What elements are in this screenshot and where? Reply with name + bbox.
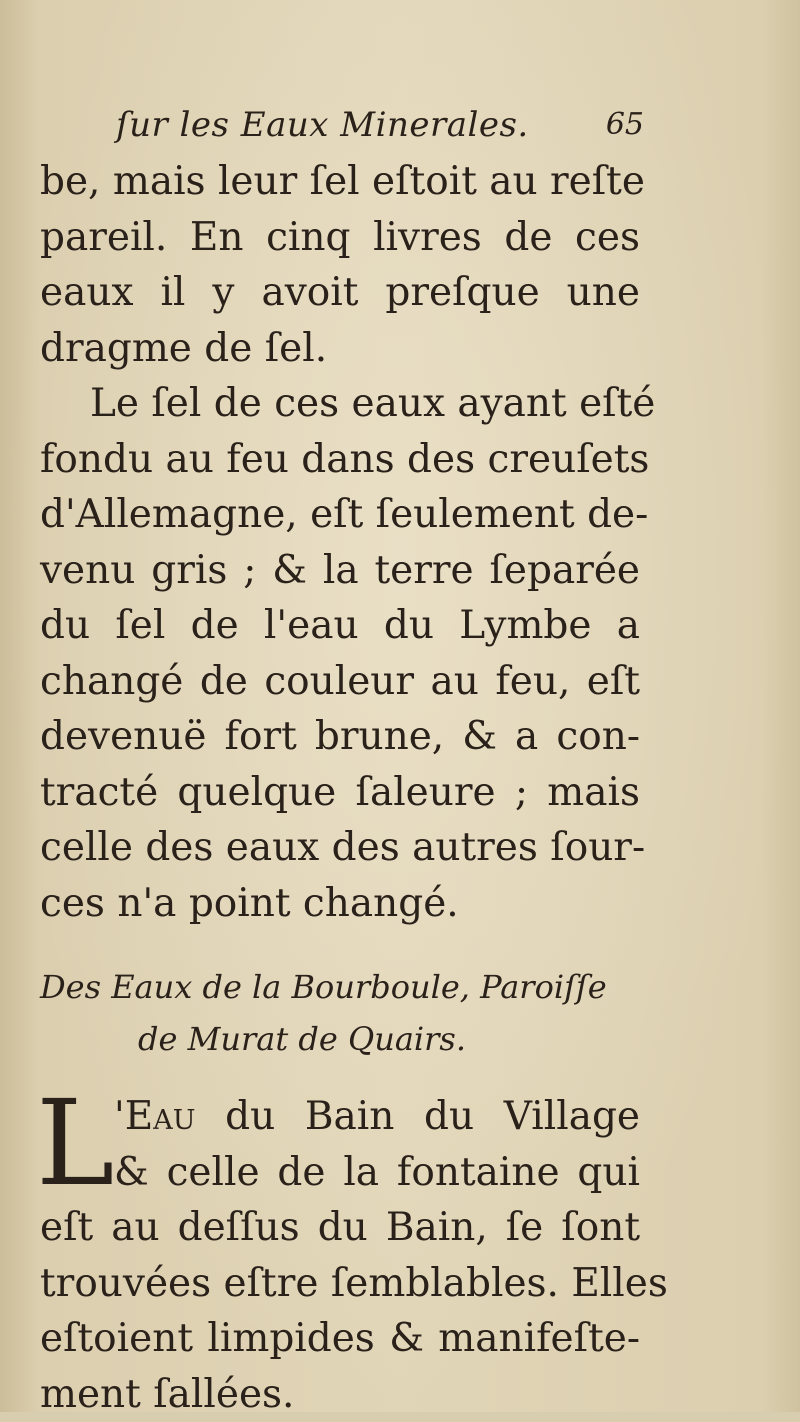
text-line: eſtoient limpides & manifeſte- [40, 1311, 640, 1367]
section-heading-line: Des Eaux de la Bourboule, Paroiſſe [40, 961, 640, 1013]
text-line: trouvées eſtre ſemblables. Elles [40, 1256, 640, 1312]
text-line: Le ſel de ces eaux ayant eſté [40, 376, 640, 432]
text-line: fondu au feu dans des creuſets [40, 432, 640, 488]
text-line: dragme de ſel. [40, 321, 640, 377]
text-fragment: du Bain du Village [225, 1094, 640, 1139]
text-line: ces n'a point changé. [40, 876, 640, 932]
text-line: changé de couleur au feu, eſt [40, 654, 640, 710]
paragraph-bourboule [40, 1089, 640, 1422]
text-line: eaux il y avoit preſque une [40, 265, 640, 321]
page-text [40, 96, 640, 1422]
text-line: & celle de la fontaine qui [40, 1145, 640, 1201]
paragraph-continued [40, 154, 640, 376]
text-line: eſt au deſſus du Bain, ſe ſont [40, 1200, 640, 1256]
section-heading-line: de Murat de Quairs. [40, 1013, 640, 1065]
running-head [40, 96, 640, 154]
text-line: venu gris ; & la terre ſeparée [40, 543, 640, 599]
text-line: ment ſallées. [40, 1367, 640, 1422]
paragraph-salt [40, 376, 640, 931]
running-head-title: ſur les Eaux Minerales. [116, 96, 529, 154]
text-line: du ſel de l'eau du Lymbe a [40, 598, 640, 654]
drop-cap: L [36, 1091, 114, 1199]
section-heading [40, 961, 640, 1065]
text-line: d'Allemagne, eſt ſeulement de- [40, 487, 640, 543]
page-number: 65 [606, 96, 644, 154]
text-line: celle des eaux des autres ſour- [40, 820, 640, 876]
small-caps-word: 'Eau [114, 1094, 195, 1139]
text-line [40, 1089, 640, 1145]
text-line: tracté quelque ſaleure ; mais [40, 765, 640, 821]
text-line: be, mais leur ſel eſtoit au reſte [40, 154, 640, 210]
text-line: devenuë fort brune, & a con- [40, 709, 640, 765]
text-line: pareil. En cinq livres de ces [40, 210, 640, 266]
